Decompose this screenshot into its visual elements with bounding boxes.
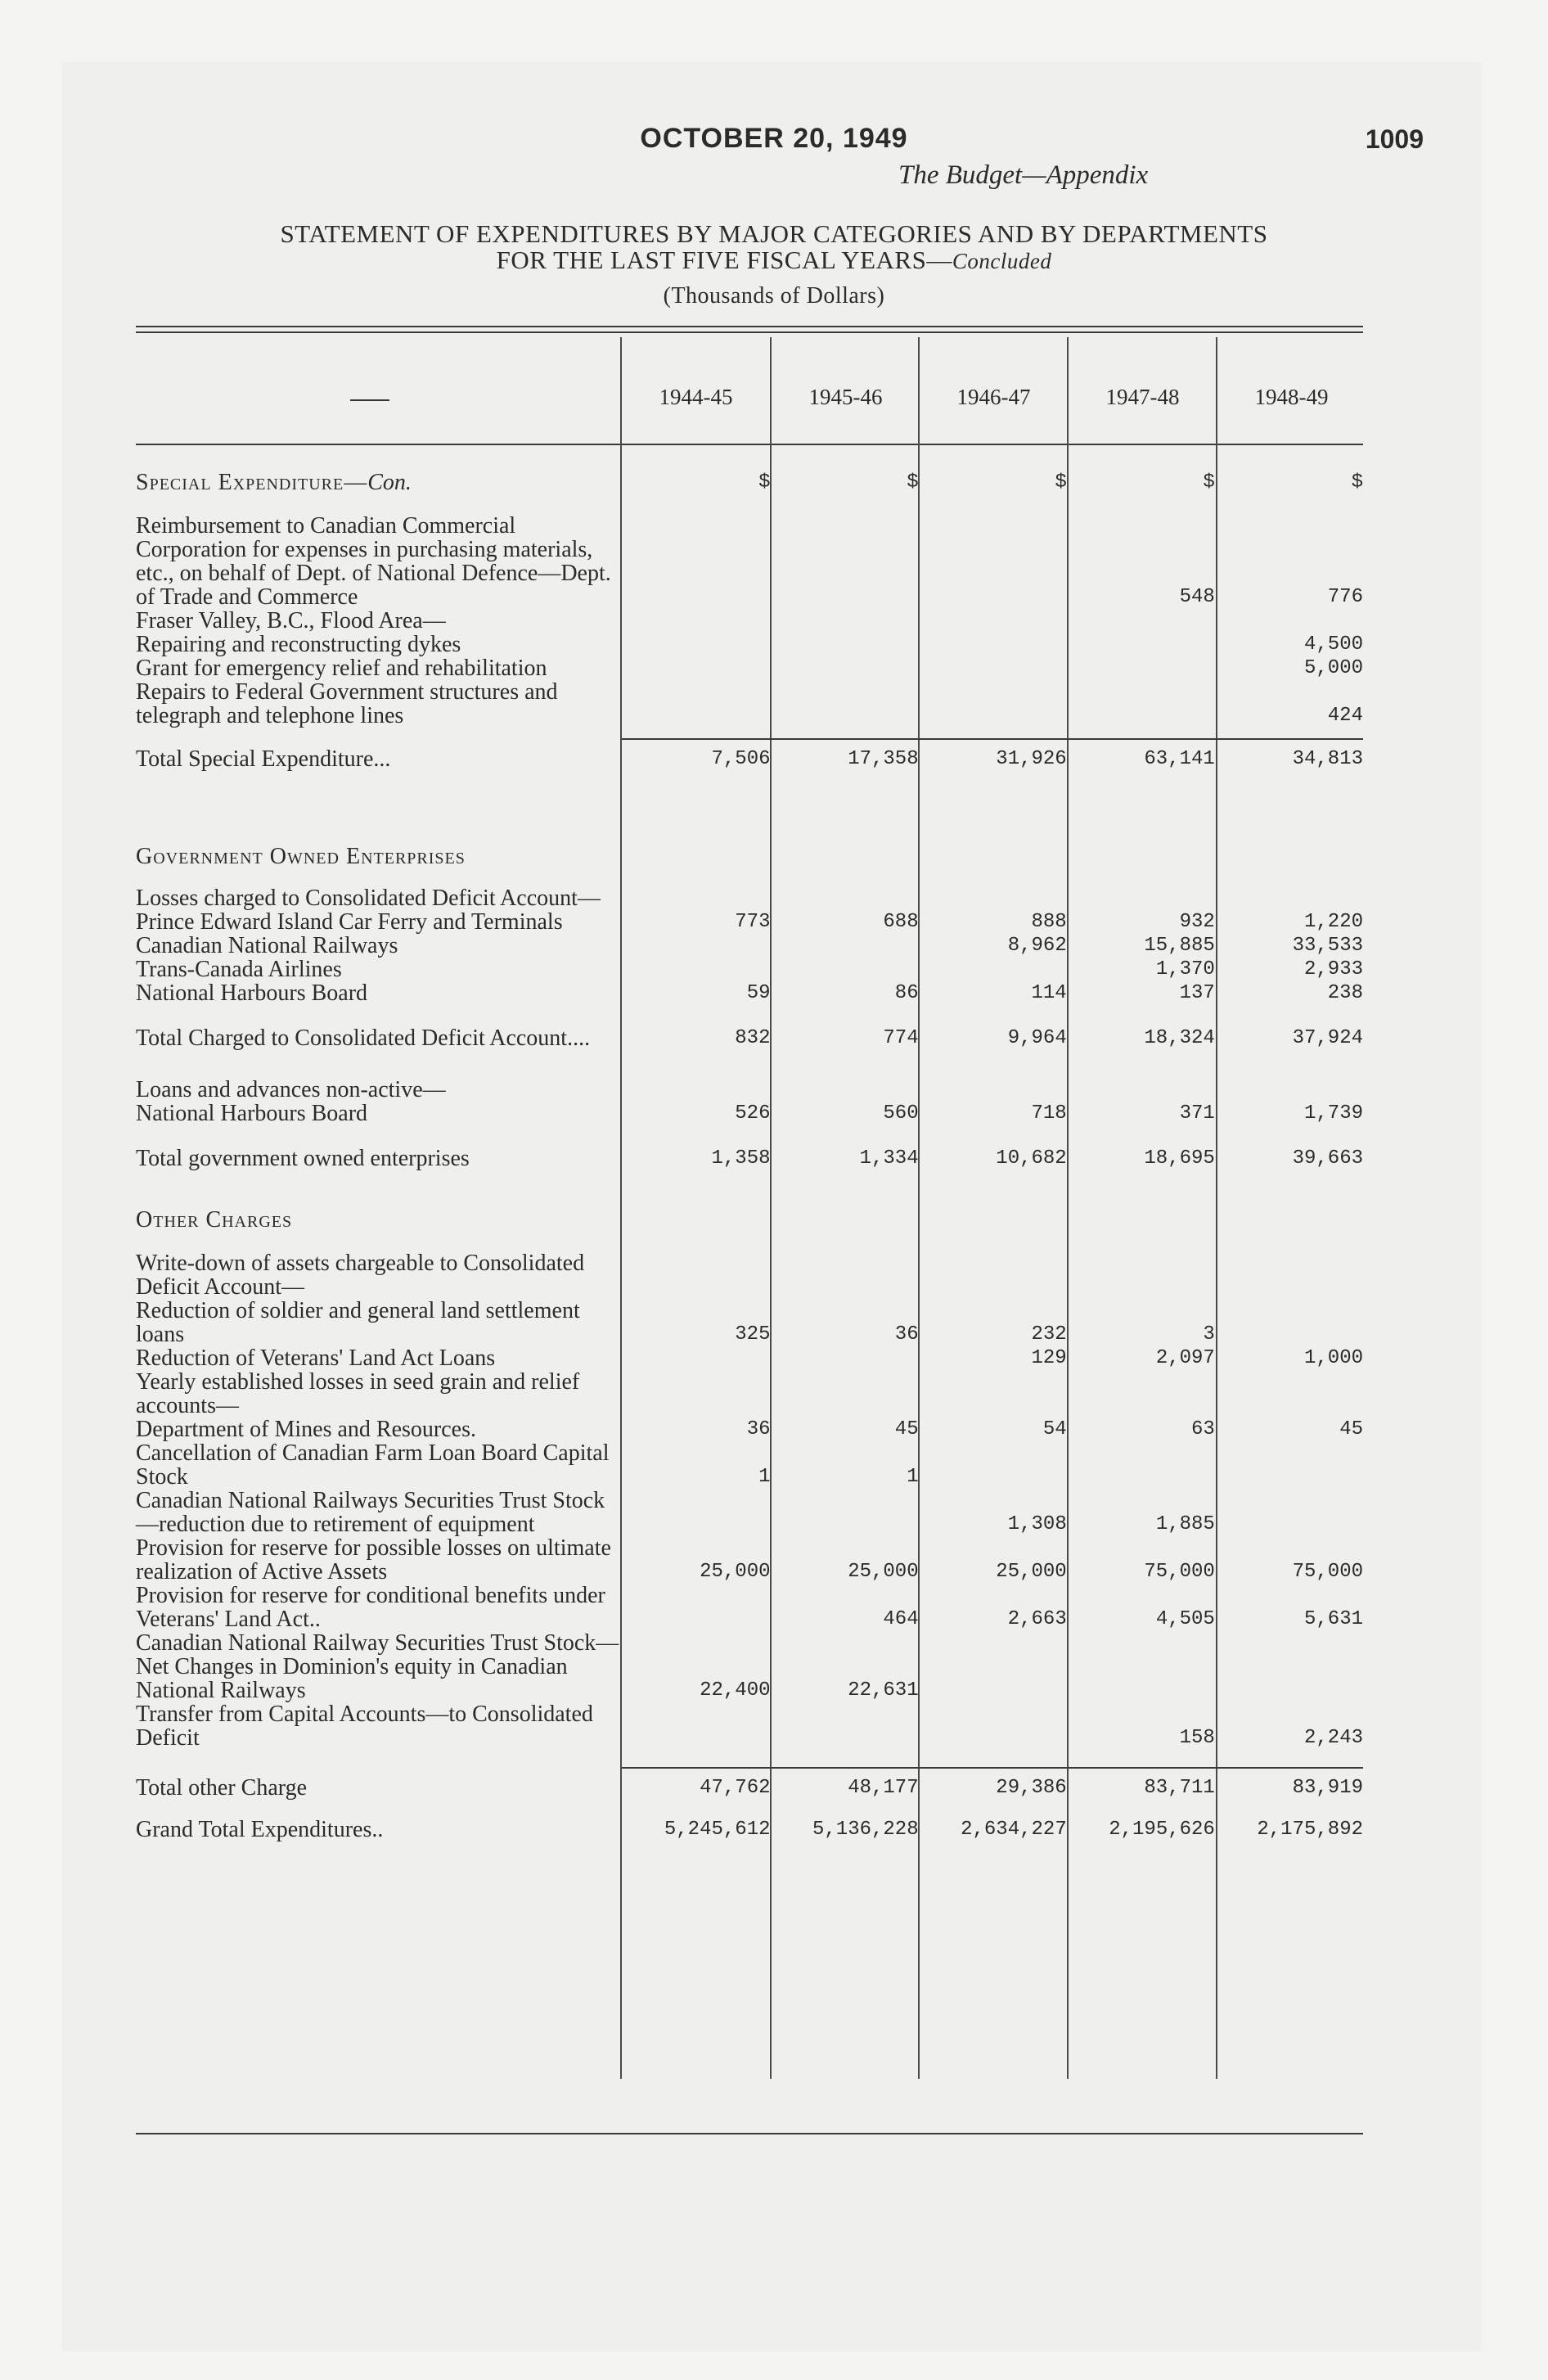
cell-value: 48,177 xyxy=(771,1768,919,1800)
row-label: Net Changes in Dominion's equity in Canadian National Railways xyxy=(136,1654,568,1703)
table-row xyxy=(136,514,1363,609)
page-number: 1009 xyxy=(1365,124,1424,154)
cell-value xyxy=(919,514,1067,609)
table-row xyxy=(136,1441,1363,1489)
cell-value: 2,243 xyxy=(1303,1727,1363,1749)
cell-value: 33,533 xyxy=(1292,935,1363,957)
cell-value: 3 xyxy=(1203,1323,1215,1346)
cell-value: 25,000 xyxy=(848,1561,919,1583)
table-row xyxy=(136,1102,1363,1125)
cell-value: 2,634,227 xyxy=(961,1819,1067,1841)
cell-value: 2,195,626 xyxy=(1109,1819,1215,1841)
row-label: Reimbursement to Canadian Commercial Corporation for expenses in purchasing materials, etc., on behalf of Dept. of National Defence—Dept. of Trade and Commerce xyxy=(136,513,611,610)
cell-value: 39,663 xyxy=(1292,1147,1363,1170)
cell-value xyxy=(771,958,919,981)
cell-value xyxy=(622,656,770,680)
cell-value xyxy=(1215,1489,1363,1536)
row-label: Canadian National Railways xyxy=(136,933,398,958)
cell-value xyxy=(771,514,919,609)
cell-value: 54 xyxy=(1042,1418,1067,1440)
cell-value: 2,175,892 xyxy=(1257,1819,1363,1841)
cell-value: 774 xyxy=(883,1027,919,1049)
cell-value: 45 xyxy=(1339,1418,1363,1440)
cell-value: 1 xyxy=(758,1466,771,1488)
table-row xyxy=(136,1299,1363,1346)
title-line2-text: FOR THE LAST FIVE FISCAL YEARS— xyxy=(496,246,952,274)
statement-title-line1: STATEMENT OF EXPENDITURES BY MAJOR CATEGORIES AND BY DEPARTMENTS xyxy=(280,219,1268,248)
row-label: Transfer from Capital Accounts—to Consolidated Deficit xyxy=(136,1702,593,1751)
cell-value: 1,000 xyxy=(1303,1347,1363,1369)
cell-value xyxy=(622,934,770,958)
cell-value xyxy=(1215,1655,1363,1702)
top-rule-2 xyxy=(136,331,1363,333)
table-row xyxy=(136,1147,1363,1170)
currency-label: $ xyxy=(907,471,919,494)
row-label: Trans-Canada Airlines xyxy=(136,957,342,982)
section-heading xyxy=(136,471,622,494)
cell-value xyxy=(919,1702,1067,1750)
statement-title-line2 xyxy=(0,246,1548,275)
table-row xyxy=(136,886,1363,910)
title-line2-suffix: Concluded xyxy=(952,249,1052,273)
row-label: Repairs to Federal Government structures and telegraph and telephone lines xyxy=(136,679,558,728)
column-header-1945-46: 1945-46 xyxy=(808,385,883,409)
cell-value: 424 xyxy=(1327,705,1363,727)
cell-value: 1,220 xyxy=(1303,911,1363,933)
table-row xyxy=(136,910,1363,934)
cell-value xyxy=(919,958,1067,981)
cell-value xyxy=(771,1489,919,1536)
currency-label: $ xyxy=(758,471,771,494)
row-label: Provision for reserve for conditional benefits under Veterans' Land Act.. xyxy=(136,1583,605,1632)
cell-value xyxy=(771,633,919,656)
cell-value xyxy=(1067,656,1215,680)
row-label: Prince Edward Island Car Ferry and Terminals xyxy=(136,909,563,935)
cell-value: 5,631 xyxy=(1303,1608,1363,1630)
table-row xyxy=(136,1251,1363,1299)
cell-value: 932 xyxy=(1179,911,1215,933)
table-row xyxy=(136,680,1363,728)
table-row xyxy=(136,1702,1363,1750)
cell-value: 9,964 xyxy=(1007,1027,1067,1049)
section-heading: Other Charges xyxy=(136,1207,293,1233)
cell-value: 10,682 xyxy=(996,1147,1067,1170)
cell-value: 5,136,228 xyxy=(812,1819,919,1841)
cell-value: 773 xyxy=(735,911,771,933)
table-row xyxy=(136,1489,1363,1536)
cell-value: 83,919 xyxy=(1215,1768,1363,1800)
cell-value: 4,505 xyxy=(1155,1608,1215,1630)
cell-value: 114 xyxy=(1031,982,1067,1004)
cell-value xyxy=(771,1346,919,1370)
row-label: Fraser Valley, B.C., Flood Area— xyxy=(136,608,446,633)
cell-value xyxy=(771,656,919,680)
cell-value xyxy=(1067,680,1215,728)
cell-value: 45 xyxy=(894,1418,919,1440)
table-row xyxy=(136,1584,1363,1631)
currency-label: $ xyxy=(1055,471,1067,494)
cell-value: 5,245,612 xyxy=(664,1819,771,1841)
currency-label: $ xyxy=(1203,471,1215,494)
expenditure-table xyxy=(136,471,1363,1841)
cell-value: 36 xyxy=(894,1323,919,1346)
cell-value: 2,097 xyxy=(1155,1347,1215,1369)
section-heading-suffix: Con. xyxy=(367,470,412,495)
cell-value xyxy=(622,958,770,981)
cell-value: 325 xyxy=(735,1323,771,1346)
row-label: Repairing and reconstructing dykes xyxy=(136,632,461,657)
cell-value: 7,506 xyxy=(622,739,770,771)
cell-value: 31,926 xyxy=(919,739,1067,771)
row-label: Department of Mines and Resources. xyxy=(136,1417,476,1442)
cell-value: 8,962 xyxy=(1007,935,1067,957)
table-row xyxy=(136,845,1363,868)
cell-value: 4,500 xyxy=(1303,633,1363,656)
statement-units: (Thousands of Dollars) xyxy=(663,283,885,309)
cell-value: 18,324 xyxy=(1144,1027,1215,1049)
cell-value: 1,308 xyxy=(1007,1513,1067,1535)
cell-value: 29,386 xyxy=(919,1768,1067,1800)
cell-value xyxy=(919,1655,1067,1702)
cell-value xyxy=(622,1584,770,1631)
table-row xyxy=(136,656,1363,680)
cell-value: 137 xyxy=(1179,982,1215,1004)
cell-value: 560 xyxy=(883,1102,919,1125)
cell-value: 1,334 xyxy=(859,1147,919,1170)
cell-value: 25,000 xyxy=(700,1561,771,1583)
cell-value: 59 xyxy=(746,982,771,1004)
cell-value: 1,358 xyxy=(711,1147,771,1170)
row-label: Reduction of soldier and general land settlement loans xyxy=(136,1298,580,1347)
cell-value: 888 xyxy=(1031,911,1067,933)
row-label: Reduction of Veterans' Land Act Loans xyxy=(136,1346,496,1371)
row-label: Provision for reserve for possible losses on ultimate realization of Active Assets xyxy=(136,1535,611,1584)
cell-value: 18,695 xyxy=(1144,1147,1215,1170)
row-label: Total Special Expenditure... xyxy=(136,746,391,772)
table-row xyxy=(136,739,1363,771)
cell-value: 63,141 xyxy=(1067,739,1215,771)
row-label: Cancellation of Canadian Farm Loan Board Capital Stock xyxy=(136,1440,610,1490)
cell-value: 371 xyxy=(1179,1102,1215,1125)
row-label: Total Charged to Consolidated Deficit Account.... xyxy=(136,1025,591,1051)
cell-value: 526 xyxy=(735,1102,771,1125)
row-label: Yearly established losses in seed grain and relief accounts— xyxy=(136,1369,580,1418)
table-row xyxy=(136,1768,1363,1800)
table-row xyxy=(136,1655,1363,1702)
cell-value: 2,933 xyxy=(1303,958,1363,980)
header-rule xyxy=(136,444,1363,445)
cell-value: 158 xyxy=(1179,1727,1215,1749)
cell-value xyxy=(919,633,1067,656)
cell-value xyxy=(919,1441,1067,1489)
cell-value: 25,000 xyxy=(996,1561,1067,1583)
table-row xyxy=(136,958,1363,981)
cell-value xyxy=(1067,633,1215,656)
cell-value xyxy=(771,1702,919,1750)
row-label: Loans and advances non-active— xyxy=(136,1077,446,1102)
cell-value xyxy=(771,680,919,728)
stub-header-dash xyxy=(350,399,389,401)
row-label: National Harbours Board xyxy=(136,980,368,1006)
cell-value xyxy=(622,633,770,656)
row-label: Grand Total Expenditures.. xyxy=(136,1817,384,1842)
cell-value: 47,762 xyxy=(622,1768,770,1800)
column-header-1944-45: 1944-45 xyxy=(659,385,733,409)
cell-value xyxy=(1215,1299,1363,1346)
cell-value: 22,400 xyxy=(700,1679,771,1702)
cell-value xyxy=(1067,1655,1215,1702)
table-row xyxy=(136,609,1363,633)
cell-value: 548 xyxy=(1179,586,1215,608)
cell-value: 688 xyxy=(883,911,919,933)
row-label: Write-down of assets chargeable to Consolidated Deficit Account— xyxy=(136,1251,585,1300)
cell-value: 75,000 xyxy=(1144,1561,1215,1583)
row-label: Grant for emergency relief and rehabilitation xyxy=(136,656,547,681)
row-label: Canadian National Railways Securities Trust Stock—reduction due to retirement of equipment xyxy=(136,1488,605,1537)
table-row xyxy=(136,1346,1363,1370)
cell-value: 34,813 xyxy=(1215,739,1363,771)
table-row xyxy=(136,1370,1363,1418)
cell-value xyxy=(919,656,1067,680)
section-heading-text: Special Expenditure— xyxy=(136,470,368,495)
cell-value: 232 xyxy=(1031,1323,1067,1346)
cell-value: 36 xyxy=(746,1418,771,1440)
bottom-rule xyxy=(136,2133,1363,2134)
table-row xyxy=(136,1818,1363,1841)
cell-value xyxy=(622,514,770,609)
page-subtitle: The Budget—Appendix xyxy=(898,160,1149,190)
table-row xyxy=(136,1078,1363,1102)
cell-value: 86 xyxy=(894,982,919,1004)
row-label: Total other Charge xyxy=(136,1775,308,1801)
cell-value xyxy=(1067,1441,1215,1489)
cell-value: 63 xyxy=(1191,1418,1215,1440)
table-row xyxy=(136,633,1363,656)
table-row xyxy=(136,981,1363,1005)
cell-value xyxy=(622,680,770,728)
cell-value xyxy=(622,1702,770,1750)
currency-label: $ xyxy=(1351,471,1363,494)
column-header-1947-48: 1947-48 xyxy=(1105,385,1180,409)
cell-value: 15,885 xyxy=(1144,935,1215,957)
table-row xyxy=(136,1026,1363,1050)
cell-value: 718 xyxy=(1031,1102,1067,1125)
cell-value: 83,711 xyxy=(1067,1768,1215,1800)
table-row xyxy=(136,1536,1363,1584)
table-row xyxy=(136,1631,1363,1655)
cell-value: 1 xyxy=(907,1466,919,1488)
cell-value: 37,924 xyxy=(1292,1027,1363,1049)
table-row xyxy=(136,471,1363,494)
table-row xyxy=(136,1418,1363,1441)
row-label: National Harbours Board xyxy=(136,1101,368,1126)
section-heading: Government Owned Enterprises xyxy=(136,844,466,869)
row-label: Canadian National Railway Securities Trust Stock— xyxy=(136,1630,619,1656)
cell-value: 832 xyxy=(735,1027,771,1049)
table-row xyxy=(136,934,1363,958)
cell-value: 464 xyxy=(883,1608,919,1630)
cell-value: 238 xyxy=(1327,982,1363,1004)
cell-value: 22,631 xyxy=(848,1679,919,1702)
cell-value: 5,000 xyxy=(1303,657,1363,679)
cell-value xyxy=(771,934,919,958)
table-row xyxy=(136,1208,1363,1232)
cell-value: 1,370 xyxy=(1155,958,1215,980)
page-date: OCTOBER 20, 1949 xyxy=(640,123,908,154)
row-label: Losses charged to Consolidated Deficit Account— xyxy=(136,886,601,911)
cell-value xyxy=(622,1346,770,1370)
cell-value: 17,358 xyxy=(771,739,919,771)
cell-value xyxy=(919,680,1067,728)
cell-value: 129 xyxy=(1031,1347,1067,1369)
column-header-1948-49: 1948-49 xyxy=(1254,385,1329,409)
cell-value: 2,663 xyxy=(1007,1608,1067,1630)
top-rule xyxy=(136,326,1363,327)
cell-value: 75,000 xyxy=(1292,1561,1363,1583)
column-header-1946-47: 1946-47 xyxy=(956,385,1031,409)
cell-value xyxy=(1215,1441,1363,1489)
cell-value: 776 xyxy=(1327,586,1363,608)
cell-value: 1,739 xyxy=(1303,1102,1363,1125)
cell-value: 1,885 xyxy=(1155,1513,1215,1535)
cell-value xyxy=(622,1489,770,1536)
row-label: Total government owned enterprises xyxy=(136,1146,470,1171)
